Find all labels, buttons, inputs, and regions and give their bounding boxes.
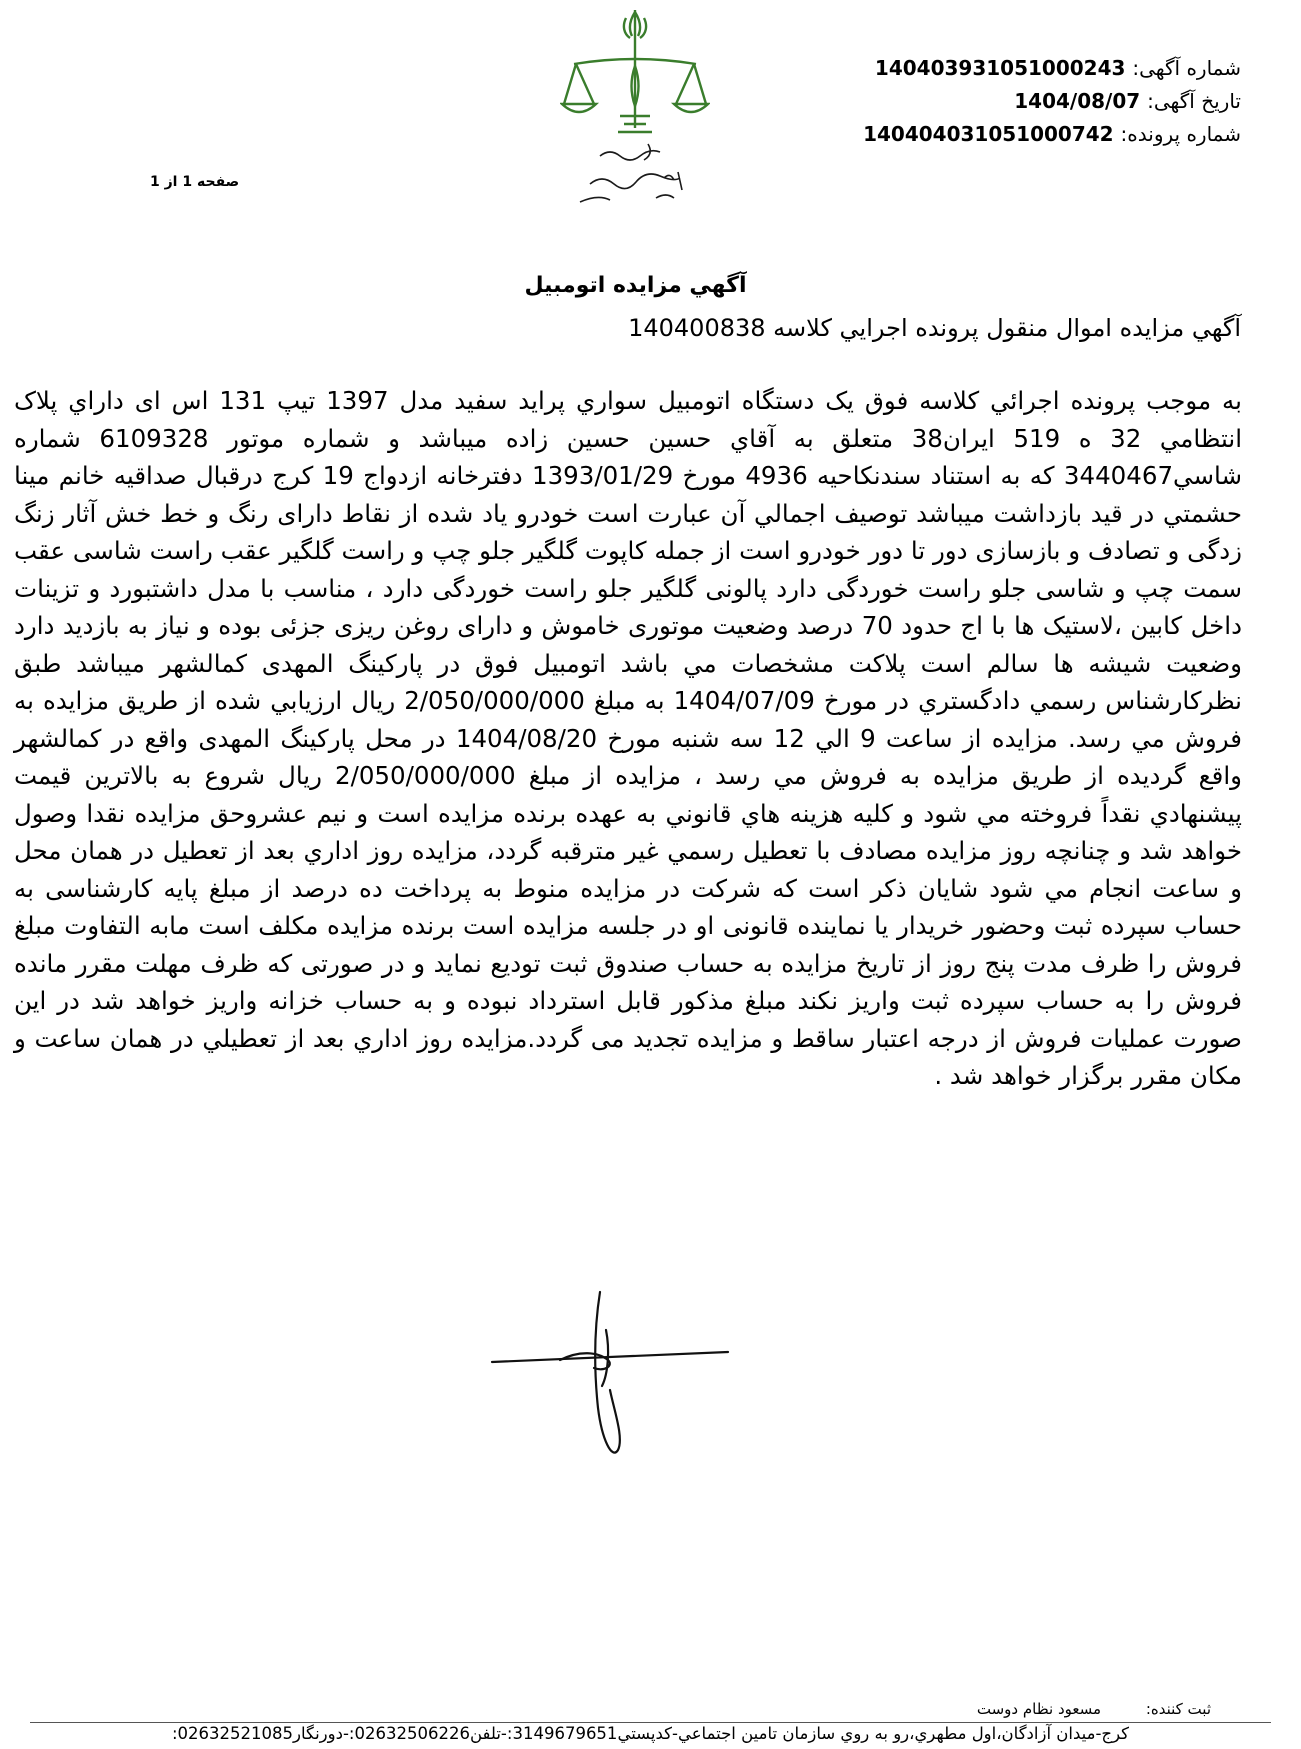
ad-number: 140403931051000243	[874, 56, 1126, 80]
footer-divider	[30, 1722, 1271, 1723]
ad-meta-block	[863, 52, 1241, 151]
page-count: صفحه 1 از 1	[150, 174, 240, 190]
notice-title: آگهي مزايده اتومبيل	[524, 273, 747, 298]
registrant	[977, 1700, 1211, 1718]
ad-number-row	[863, 52, 1241, 85]
file-number-label: شماره پرونده:	[1120, 122, 1241, 146]
file-number-row	[863, 118, 1241, 151]
registrant-label: ثبت کننده:	[1145, 1700, 1211, 1718]
ad-date-label: تاریخ آگهی:	[1147, 89, 1241, 113]
signature	[490, 1290, 730, 1480]
ad-number-label: شماره آگهی:	[1132, 56, 1241, 80]
judiciary-emblem	[560, 6, 710, 216]
notice-body: به موجب پرونده اجرائي كلاسه فوق يک دستگاه اتومبيل سواري پرايد سفيد مدل 1397 تيپ 131 اس ای داراي پلاک انتظامي 32 ه 519 ايران38 متعلق به آقاي حسين حسين زاده ميباشد و شماره موتور 6109328 شماره شاسي3440467 که به استناد سندنکاحيه 4936 مورخ 1393/01/29 دفترخانه ازدواج 19 کرج درقبال صداقيه خانم مينا حشمتي در قيد بازداشت ميباشد توصيف اجمالي آن عبارت است خودرو ياد شده از نقاط دارای رنگ و خط خش آثار زنگ زدگی و تصادف و بازسازی دور تا دور خودرو است از جمله کاپوت گلگير جلو چپ و راست گلگير عقب راست شاسی عقب سمت چپ و شاسی جلو راست خوردگی دارد پالونی گلگير جلو راست خوردگی دارد ، مناسب با مدل داشتبورد و تزينات داخل کابين ،لاستيک ها با اج حدود 70 درصد وضعيت موتوری خاموش و دارای روغن ريزی جزئی بوده و نياز به بازديد دارد وضعيت شيشه ها سالم است پلاکت مشخصات مي باشد اتومبيل فوق در پارکينگ المهدی کمالشهر ميباشد طبق نظرکارشناس رسمي دادگستري در مورخ 1404/07/09 به مبلغ 2/050/000/000 ريال ارزيابي شده از طريق مزايده به فروش مي رسد. مزايده از ساعت 9 الي 12 سه شنبه مورخ 1404/08/20 در محل پارکينگ المهدی واقع در کمالشهر واقع گرديده از طريق مزايده به فروش مي رسد ، مزايده از مبلغ 2/050/000/000 ريال شروع به بالاترين قيمت پيشنهادي نقداً فروخته مي شود و كليه هزينه هاي قانوني به عهده برنده مزايده است و نيم عشروحق مزايده نقدا وصول خواهد شد و چنانچه روز مزايده مصادف با تعطيل رسمي غير مترقبه گردد، مزايده روز اداري بعد از تعطيل در همان محل و ساعت انجام مي شود شايان ذكر است كه شركت در مزايده منوط به پرداخت ده درصد از مبلغ پايه كارشناسی به حساب سپرده ثبت وحضور خريدار يا نماينده قانونی او در جلسه مزايده است برنده مزايده مكلف است مابه التفاوت مبلغ فروش را ظرف مدت پنج روز از تاريخ مزايده به حساب صندوق ثبت توديع نمايد و در صورتی كه ظرف مهلت مقرر مانده فروش را به حساب سپرده ثبت واريز نكند مبلغ مذكور قابل استرداد نبوده و به حساب خزانه واريز خواهد شد در اين صورت عمليات فروش از درجه اعتبار ساقط و مزايده تجديد می گردد.مزايده روز اداري بعد از تعطيلي در همان ساعت و مكان مقرر برگزار خواهد شد .	[14, 386, 1243, 1090]
registrant-name: مسعود نظام دوست	[976, 1700, 1102, 1718]
ad-date: 1404/08/07	[1014, 89, 1141, 113]
ad-date-row	[863, 85, 1241, 118]
notice-subtitle: آگهي مزايده اموال منقول پرونده اجرايي كلاسه 140400838	[628, 314, 1241, 342]
footer-contact: کرج-ميدان آزادگان،اول مطهري،رو به روي سازمان تامين اجتماعي-کدپستي3149679651:-تلفن02632506226:-دورنگار02632521085:	[171, 1724, 1130, 1743]
file-number: 140404031051000742	[863, 122, 1114, 146]
